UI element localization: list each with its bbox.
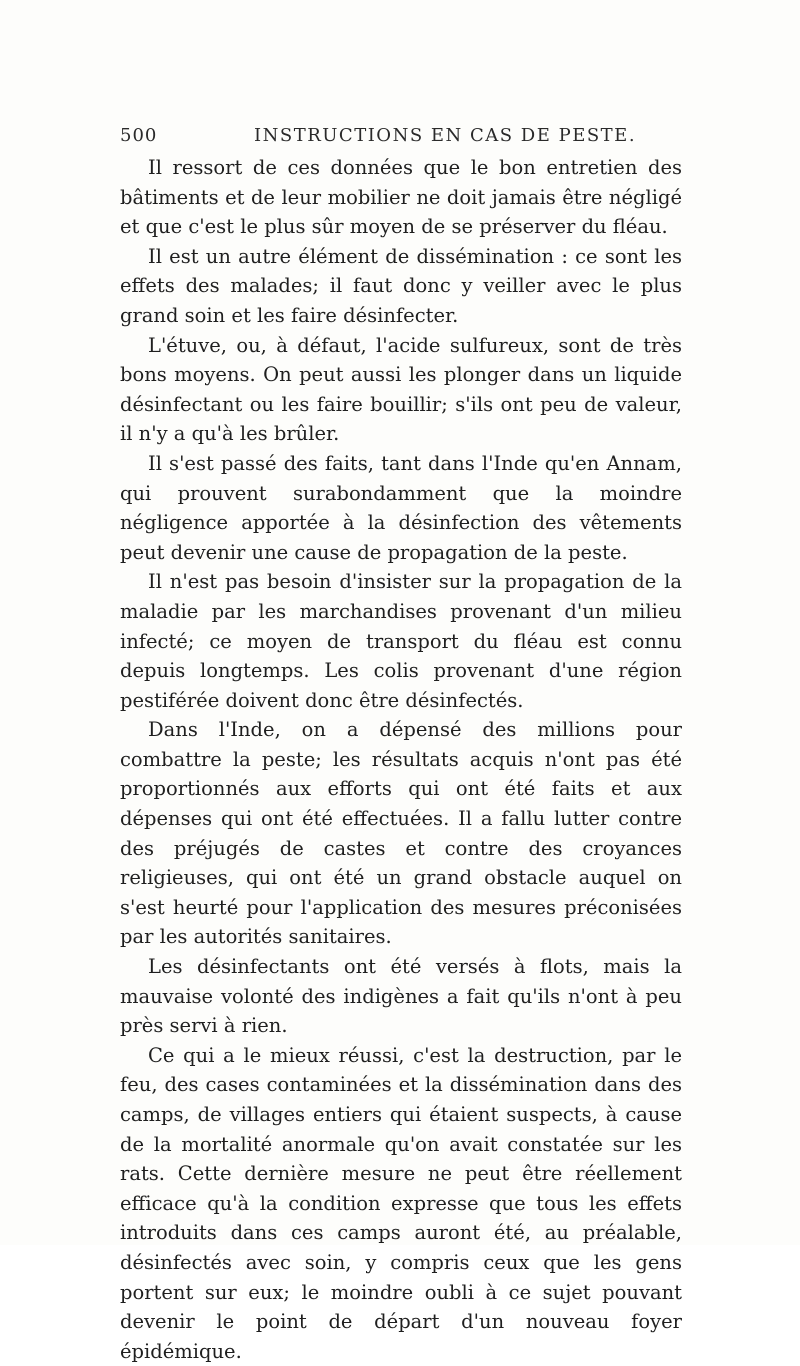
paragraph: Dans l'Inde, on a dépensé des millions pour combattre la peste; les résultats acquis n'ont pas été proportionnés aux efforts qui ont été faits et aux dépenses qui ont été effectuées. Il a fallu lutter contre des préjugés de castes et contre des croyances religieuses, qui ont été un grand obstacle auquel on s'est heurté pour l'application des mesures préconisées par les autorités sanitaires. <box>120 718 682 949</box>
page-number: 500 <box>120 125 158 146</box>
paragraph: Il ressort de ces données que le bon entretien des bâtiments et de leur mobilier ne doit jamais être négligé et que c'est le plus sûr moyen de se préserver du fléau. <box>120 156 682 239</box>
paragraph: Il s'est passé des faits, tant dans l'Inde qu'en Annam, qui prouvent surabondamment que la moindre négligence apportée à la désinfection des vêtements peut devenir une cause de propagation de la peste. <box>120 451 682 564</box>
running-title: INSTRUCTIONS EN CAS DE PESTE. <box>254 125 637 146</box>
running-head <box>120 125 680 151</box>
paragraph: Ce qui a le mieux réussi, c'est la destruction, par le feu, des cases contaminées et la dissémination dans des camps, de villages entiers qui étaient suspects, à cause de la mortalité anormale qu'on avait constatée sur les rats. Cette dernière mesure ne peut être réellement efficace qu'à la condition expresse que tous les effets introduits dans ces camps auront été, au préalable, désinfectés avec soin, y compris ceux que les gens portent sur eux; le moindre oubli à ce sujet pouvant devenir le point de départ d'un nouveau foyer épidémique. <box>120 1043 682 1363</box>
paragraph: Il est un autre élément de dissémination : ce sont les effets des malades; il faut donc y veiller avec le plus grand soin et les faire désinfecter. <box>120 244 682 327</box>
body-text <box>120 153 682 1366</box>
paragraph: L'étuve, ou, à défaut, l'acide sulfureux, sont de très bons moyens. On peut aussi les plonger dans un liquide désinfectant ou les faire bouillir; s'ils ont peu de valeur, il n'y a qu'à les brûler. <box>120 333 682 446</box>
paragraph: Les désinfectants ont été versés à flots, mais la mauvaise volonté des indigènes a fait qu'ils n'ont à peu près servi à rien. <box>120 955 682 1038</box>
paragraph: Il n'est pas besoin d'insister sur la propagation de la maladie par les marchandises provenant d'un milieu infecté; ce moyen de transport du fléau est connu depuis longtemps. Les colis provenant d'une région pestiférée doivent donc être désinfectés. <box>120 570 682 712</box>
